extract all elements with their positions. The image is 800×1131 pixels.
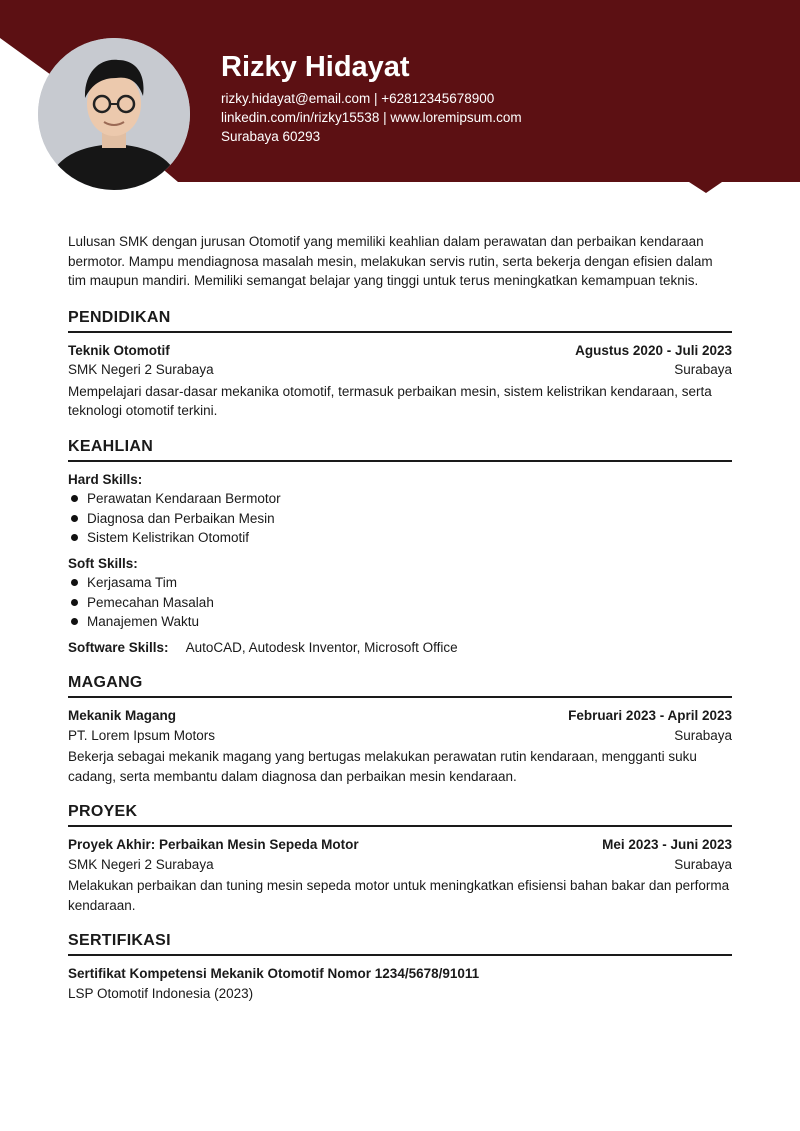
internship-dates: Februari 2023 - April 2023 — [568, 708, 732, 723]
bullet-icon — [71, 579, 78, 586]
certification-heading: SERTIFIKASI — [68, 932, 732, 956]
contact-links: linkedin.com/in/rizky15538 | www.loremipsum.com — [221, 110, 522, 125]
skills-section — [68, 438, 732, 658]
certification-section — [68, 932, 732, 1003]
avatar-icon — [38, 38, 190, 190]
bullet-icon — [71, 534, 78, 541]
list-item: Pemecahan Masalah — [68, 593, 732, 613]
certification-name: Sertifikat Kompetensi Mekanik Otomotif Nomor 1234/5678/91011 — [68, 966, 480, 981]
bullet-icon — [71, 495, 78, 502]
hard-skills-label: Hard Skills: — [68, 471, 143, 487]
project-name: Proyek Akhir: Perbaikan Mesin Sepeda Motor — [68, 837, 359, 852]
contact-address: Surabaya 60293 — [221, 129, 321, 144]
project-section — [68, 803, 732, 915]
internship-description: Bekerja sebagai mekanik magang yang bertugas melakukan perawatan rutin kendaraan, mengganti suku cadang, serta membantu dalam diagnosa dan perbaikan mesin kendaraan. — [68, 749, 697, 784]
education-school: SMK Negeri 2 Surabaya — [68, 362, 214, 377]
internship-section — [68, 674, 732, 786]
bullet-icon — [71, 599, 78, 606]
software-skills — [68, 638, 732, 658]
header-text — [221, 48, 522, 146]
internship-company: PT. Lorem Ipsum Motors — [68, 727, 216, 743]
internship-heading: MAGANG — [68, 674, 732, 698]
profile-photo — [38, 38, 190, 190]
contact-email-phone: rizky.hidayat@email.com | +62812345678900 — [221, 91, 495, 106]
project-description: Melakukan perbaikan dan tuning mesin sepeda motor untuk meningkatkan efisiensi bahan bakar dan performa kendaraan. — [68, 878, 730, 913]
list-item: Diagnosa dan Perbaikan Mesin — [68, 509, 732, 529]
bullet-icon — [71, 515, 78, 522]
soft-skills-list — [68, 573, 732, 632]
education-location: Surabaya — [674, 362, 732, 377]
software-skills-label: Software Skills: — [68, 639, 169, 655]
education-heading: PENDIDIKAN — [68, 309, 732, 333]
list-item: Perawatan Kendaraan Bermotor — [68, 489, 732, 509]
header — [0, 0, 800, 200]
project-dates: Mei 2023 - Juni 2023 — [602, 837, 732, 852]
project-location: Surabaya — [674, 856, 732, 872]
candidate-name: Rizky Hidayat — [221, 51, 410, 83]
project-org: SMK Negeri 2 Surabaya — [68, 856, 214, 872]
hard-skills-list — [68, 489, 732, 548]
list-item: Kerjasama Tim — [68, 573, 732, 593]
list-item: Manajemen Waktu — [68, 612, 732, 632]
software-skills-value: AutoCAD, Autodesk Inventor, Microsoft Office — [185, 639, 458, 655]
internship-location: Surabaya — [674, 727, 732, 743]
certification-issuer: LSP Otomotif Indonesia (2023) — [68, 985, 254, 1001]
soft-skills-label: Soft Skills: — [68, 555, 138, 571]
project-heading: PROYEK — [68, 803, 732, 827]
skills-heading: KEAHLIAN — [68, 438, 732, 462]
bullet-icon — [71, 618, 78, 625]
education-section — [68, 309, 732, 421]
list-item: Sistem Kelistrikan Otomotif — [68, 528, 732, 548]
education-description: Mempelajari dasar-dasar mekanika otomotif, termasuk perbaikan mesin, sistem kelistrikan kendaraan, serta teknologi otomotif terkini. — [68, 383, 712, 418]
profile-summary: Lulusan SMK dengan jurusan Otomotif yang memiliki keahlian dalam perawatan dan perbaikan kendaraan bermotor. Mampu mendiagnosa masalah mesin, melakukan servis rutin, serta bekerja dengan efisien dalam tim maupun mandiri. Memiliki semangat belajar yang tinggi untuk terus meningkatkan kemampuan teknis. — [68, 234, 713, 288]
resume-body — [68, 232, 732, 1020]
education-degree: Teknik Otomotif — [68, 342, 170, 358]
education-dates: Agustus 2020 - Juli 2023 — [575, 342, 732, 358]
internship-role: Mekanik Magang — [68, 708, 177, 723]
